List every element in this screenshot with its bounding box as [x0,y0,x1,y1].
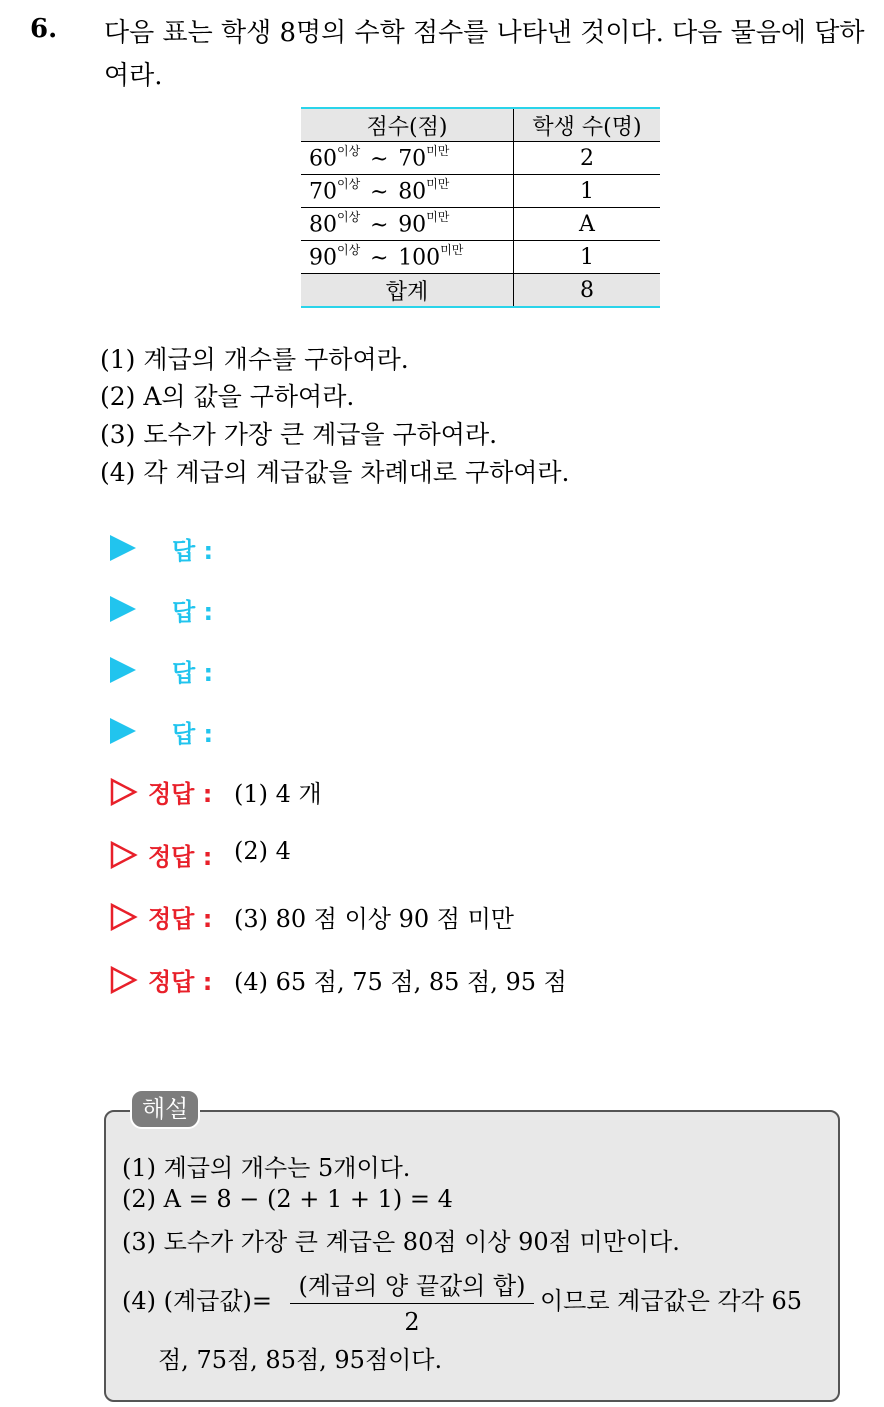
table-total-row [301,274,660,308]
subquestion-3: (3) 도수가 가장 큰 계급을 구하여라. [100,420,498,449]
range-low: 70 [309,179,337,205]
correct-answer-text: (1) 4 개 [234,780,322,808]
explanation-line-4-suffix: 이므로 계급값은 각각 65 [540,1287,803,1315]
explanation-line-5: 점, 75점, 85점, 95점이다. [158,1346,443,1374]
explanation-line-2: (2) A = 8 − (2 + 1 + 1) = 4 [122,1185,453,1213]
answer-label: 답 : [172,598,214,626]
range-low-sup: 이상 [337,210,361,225]
explanation-tag: 해설 [130,1089,200,1129]
fraction-numerator: (계급의 양 끝값의 합) [290,1266,534,1304]
fraction [290,1266,534,1336]
range-high-sup: 미만 [426,144,450,159]
range-low-sup: 이상 [337,177,361,192]
outline-triangle-icon [110,841,138,869]
range-high-sup: 미만 [440,243,464,258]
question-text: 다음 표는 학생 8명의 수학 점수를 나타낸 것이다. 다음 물음에 답하여라. [104,18,865,91]
header-score: 점수(점) [301,108,514,142]
range-tilde: ~ [369,146,389,172]
range-high-sup: 미만 [426,210,450,225]
fraction-denominator: 2 [404,1308,420,1336]
correct-label: 정답 : [148,843,213,871]
range-high: 90 [398,212,427,238]
range-tilde: ~ [369,245,389,271]
student-count: 1 [514,241,661,274]
range-low-sup: 이상 [337,144,361,159]
table-row [301,241,660,274]
table-header-row [301,108,660,142]
score-range [301,142,514,175]
explanation-line-3: (3) 도수가 가장 큰 계급은 80점 이상 90점 미만이다. [122,1228,680,1256]
answer-label: 답 : [172,537,214,565]
range-tilde: ~ [369,179,389,205]
table-row [301,175,660,208]
score-range [301,241,514,274]
student-count: 2 [514,142,661,175]
play-triangle-icon [110,657,136,683]
correct-answer-text: (3) 80 점 이상 90 점 미만 [234,905,514,933]
explanation-line-4-prefix: (4) (계급값)= [122,1287,273,1315]
play-triangle-icon [110,596,136,622]
student-count: 1 [514,175,661,208]
outline-triangle-icon [110,966,138,994]
answer-label: 답 : [172,659,214,687]
correct-label: 정답 : [148,905,213,933]
range-tilde: ~ [369,212,389,238]
subquestion-2: (2) A의 값을 구하여라. [100,382,355,411]
score-range [301,175,514,208]
table-row [301,142,660,175]
explanation-line-1: (1) 계급의 개수는 5개이다. [122,1154,411,1182]
range-low: 60 [309,146,337,172]
outline-triangle-icon [110,903,138,931]
correct-label: 정답 : [148,968,213,996]
range-low: 90 [309,245,337,271]
score-range [301,208,514,241]
student-count: A [514,208,661,241]
total-value: 8 [514,274,661,308]
question-number: 6. [30,14,58,44]
subquestion-4: (4) 각 계급의 계급값을 차례대로 구하여라. [100,458,570,487]
range-low: 80 [309,212,337,238]
play-triangle-icon [110,535,136,561]
header-count: 학생 수(명) [514,108,661,142]
table-row [301,208,660,241]
range-low-sup: 이상 [337,243,361,258]
correct-answer-text: (2) 4 [234,837,291,865]
correct-label: 정답 : [148,780,213,808]
outline-triangle-icon [110,778,138,806]
range-high-sup: 미만 [426,177,450,192]
subquestion-1: (1) 계급의 개수를 구하여라. [100,345,409,374]
correct-answer-text: (4) 65 점, 75 점, 85 점, 95 점 [234,968,567,996]
frequency-table [301,107,660,308]
range-high: 80 [398,179,427,205]
play-triangle-icon [110,718,136,744]
range-high: 100 [398,245,441,271]
total-label: 합계 [301,274,514,308]
range-high: 70 [398,146,427,172]
answer-label: 답 : [172,720,214,748]
